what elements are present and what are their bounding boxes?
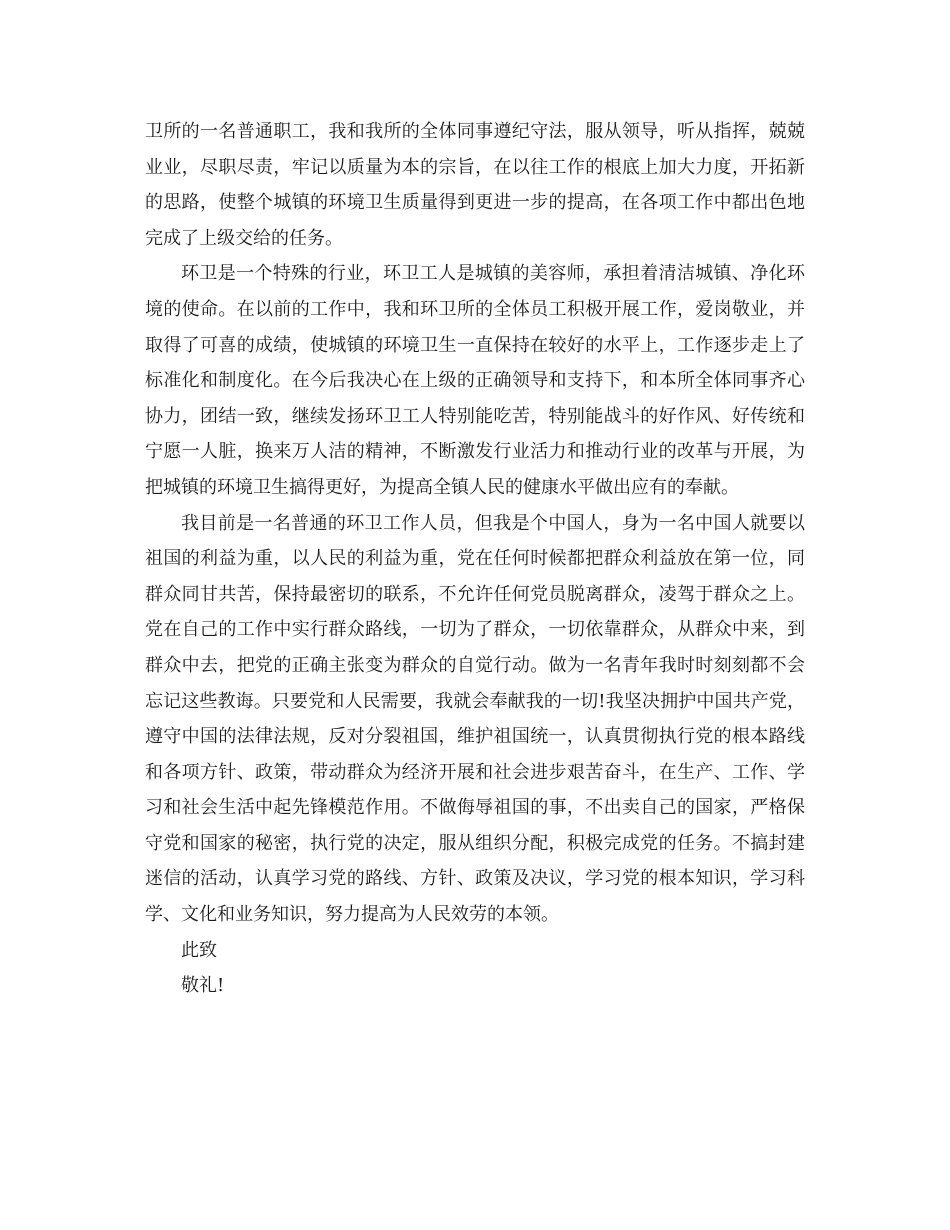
paragraph-continuation: 卫所的一名普通职工，我和我所的全体同事遵纪守法，服从领导，听从指挥，兢兢业业，尽职尽责，牢记以质量为本的宗旨，在以往工作的根底上加大力度，开拓新的思路，使整个城镇的环境卫生质量得到更进一步的提高，在各项工作中都出色地完成了上级交给的任务。 (145, 121, 805, 249)
paragraph-sanitation-work: 环卫是一个特殊的行业，环卫工人是城镇的美容师，承担着清洁城镇、净化环境的使命。在以前的工作中，我和环卫所的全体员工积极开展工作，爱岗敬业，并取得了可喜的成绩，使城镇的环境卫生一直保持在较好的水平上，工作逐步走上了标准化和制度化。在今后我决心在上级的正确领导和支持下，和本所全体同事齐心协力，团结一致，继续发扬环卫工人特别能吃苦，特别能战斗的好作风、好传统和宁愿一人脏，换来万人洁的精神，不断激发行业活力和推动行业的改革与开展，为把城镇的环境卫生搞得更好，为提高全镇人民的健康水平做出应有的奉献。 (145, 263, 805, 498)
paragraph-party-commitment: 我目前是一名普通的环卫工作人员，但我是个中国人，身为一名中国人就要以祖国的利益为重，以人民的利益为重，党在任何时候都把群众利益放在第一位，同群众同甘共苦，保持最密切的联系，不允许任何党员脱离群众，凌驾于群众之上。党在自己的工作中实行群众路线，一切为了群众，一切依靠群众，从群众中来，到群众中去，把党的正确主张变为群众的自觉行动。做为一名青年我时时刻刻都不会忘记这些教诲。只要党和人民需要，我就会奉献我的一切!我坚决拥护中国共产党，遵守中国的法律法规，反对分裂祖国，维护祖国统一，认真贯彻执行党的根本路线和各项方针、政策，带动群众为经济开展和社会进步艰苦奋斗，在生产、工作、学习和社会生活中起先锋模范作用。不做侮辱祖国的事，不出卖自己的国家，严格保守党和国家的秘密，执行党的决定，服从组织分配，积极完成党的任务。不搞封建迷信的活动，认真学习党的路线、方针、政策及决议，学习党的根本知识，学习科学、文化和业务知识，努力提高为人民效劳的本领。 (145, 512, 805, 926)
letter-body (145, 114, 805, 1004)
closing-regards: 敬礼! (181, 975, 225, 997)
closing-salutation: 此致 (181, 939, 217, 961)
